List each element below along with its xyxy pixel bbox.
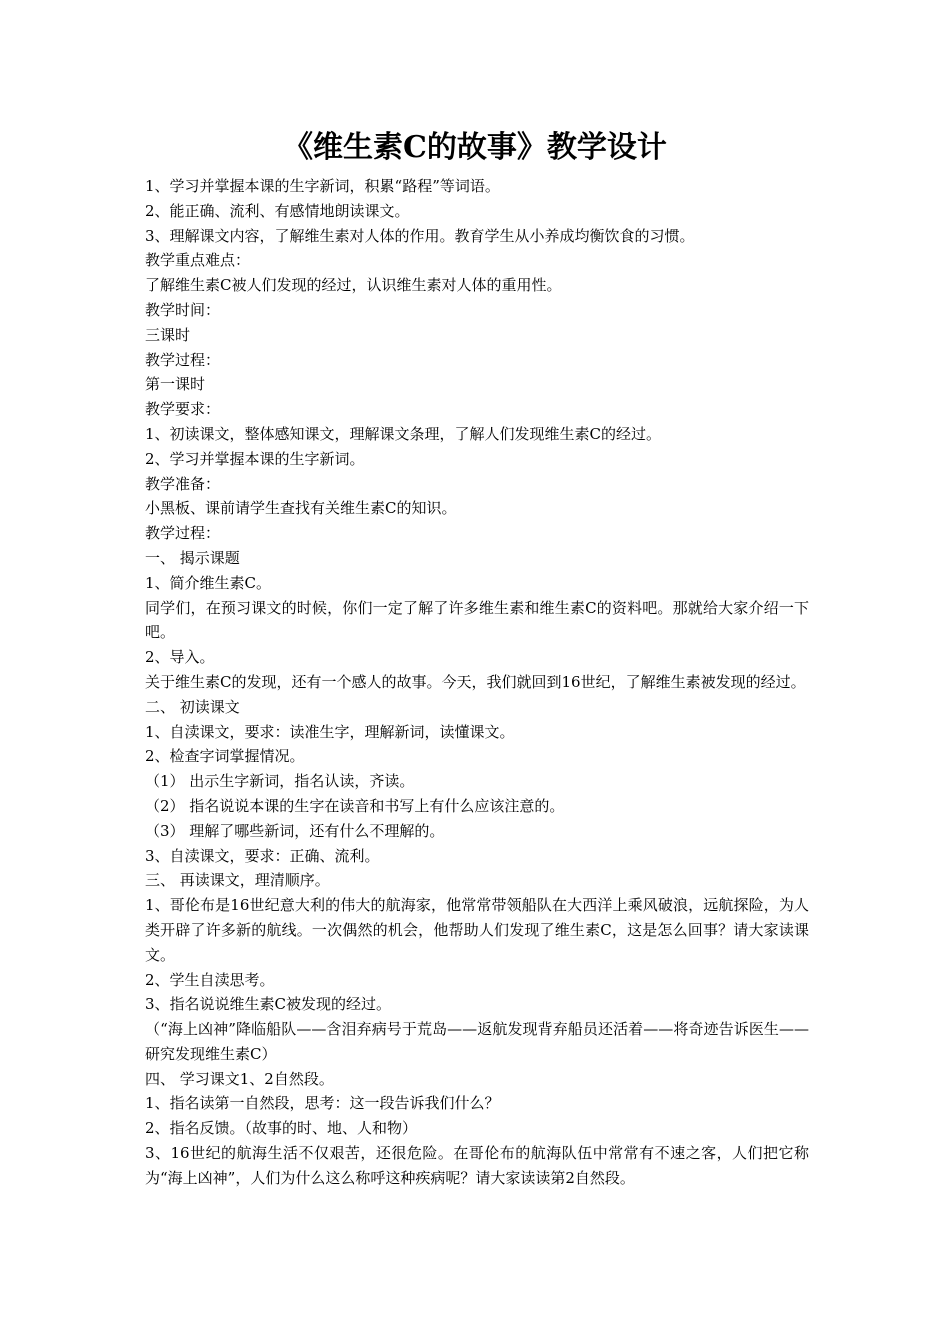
section-2-item-1: 1、自渎课文，要求：读准生字，理解新词，读懂课文。 bbox=[145, 722, 515, 741]
objective-1: 1、学习并掌握本课的生字新词，积累“路程”等词语。 bbox=[145, 177, 500, 195]
section-3-heading: 三、 再读课文，理清顺序。 bbox=[145, 871, 330, 890]
section-2-heading: 二、 初读课文 bbox=[145, 697, 240, 716]
requirement-1: 1、初读课文，整体感知课文，理解课文条理，了解人们发现维生素C的经过。 bbox=[145, 424, 662, 443]
section-1-item-1: 1、简介维生素C。 bbox=[145, 573, 272, 592]
section-3-item-2: 2、学生自渎思考。 bbox=[145, 970, 275, 989]
section-3-summary: （“海上凶神”降临船队——含泪弃病号于荒岛——返航发现背弃船员还活着——将奇迹告诉医生——研究发现维生素C） bbox=[145, 1020, 809, 1063]
section-3-item-1: 1、哥伦布是16世纪意大利的伟大的航海家，他常常带领船队在大西洋上乘风破浪，远航探险，为人类开辟了许多新的航线。一次偶然的机会，他帮助人们发现了维生素C，这是怎么回事？请大家读课文。 bbox=[145, 896, 809, 964]
section-1-paragraph-2: 关于维生素C的发现，还有一个感人的故事。今天，我们就回到16世纪，了解维生素被发现的经过。 bbox=[145, 672, 806, 691]
section-4-item-3: 3、16世纪的航海生活不仅艰苦，还很危险。在哥伦布的航海队伍中常常有不速之客，人们把它称为“海上凶神”，人们为什么这么称呼这种疾病呢？请大家读读第2自然段。 bbox=[145, 1144, 809, 1187]
first-lesson-heading: 第一课时 bbox=[145, 375, 206, 394]
requirements-heading: 教学要求： bbox=[145, 400, 221, 419]
objective-3: 3、理解课文内容，了解维生素对人体的作用。教育学生从小养成均衡饮食的习惯。 bbox=[145, 226, 695, 245]
preparation-text: 小黑板、课前请学生查找有关维生素C的知识。 bbox=[145, 499, 457, 518]
objective-2: 2、能正确、流利、有感情地朗读课文。 bbox=[145, 201, 410, 220]
teaching-process-heading: 教学过程： bbox=[145, 350, 221, 369]
key-points-heading: 教学重点难点： bbox=[145, 251, 251, 270]
section-1-item-2: 2、导入。 bbox=[145, 648, 215, 667]
document-body bbox=[145, 174, 809, 1191]
section-2-subitem-1: （1） 出示生字新词，指名认读，齐读。 bbox=[145, 772, 415, 791]
section-1-heading: 一、 揭示课题 bbox=[145, 548, 240, 567]
section-3-item-3: 3、指名说说维生素C被发现的经过。 bbox=[145, 995, 392, 1014]
section-2-item-3: 3、自渎课文，要求：正确、流利。 bbox=[145, 846, 380, 865]
teaching-time-heading: 教学时间： bbox=[145, 300, 221, 319]
process-heading: 教学过程： bbox=[145, 524, 221, 543]
section-4-item-2: 2、指名反馈。（故事的时、地、人和物） bbox=[145, 1119, 418, 1138]
teaching-time-text: 三课时 bbox=[145, 325, 191, 344]
section-1-paragraph-1: 同学们，在预习课文的时候，你们一定了解了许多维生素和维生素C的资料吧。那就给大家介绍一下吧。 bbox=[145, 598, 809, 642]
requirement-2: 2、学习并掌握本课的生字新词。 bbox=[145, 449, 365, 468]
preparation-heading: 教学准备： bbox=[145, 474, 221, 493]
document-title: 《维生素C的故事》教学设计 bbox=[283, 130, 667, 165]
section-4-heading: 四、 学习课文1、2自然段。 bbox=[145, 1069, 334, 1088]
section-4-item-1: 1、指名读第一自然段，思考：这一段告诉我们什么？ bbox=[145, 1094, 500, 1113]
section-2-subitem-3: （3） 理解了哪些新词，还有什么不理解的。 bbox=[145, 821, 445, 840]
key-points-text: 了解维生素C被人们发现的经过，认识维生素对人体的重用性。 bbox=[145, 276, 562, 295]
section-2-item-2: 2、检查字词掌握情况。 bbox=[145, 747, 305, 766]
section-2-subitem-2: （2） 指名说说本课的生字在读音和书写上有什么应该注意的。 bbox=[145, 796, 565, 815]
